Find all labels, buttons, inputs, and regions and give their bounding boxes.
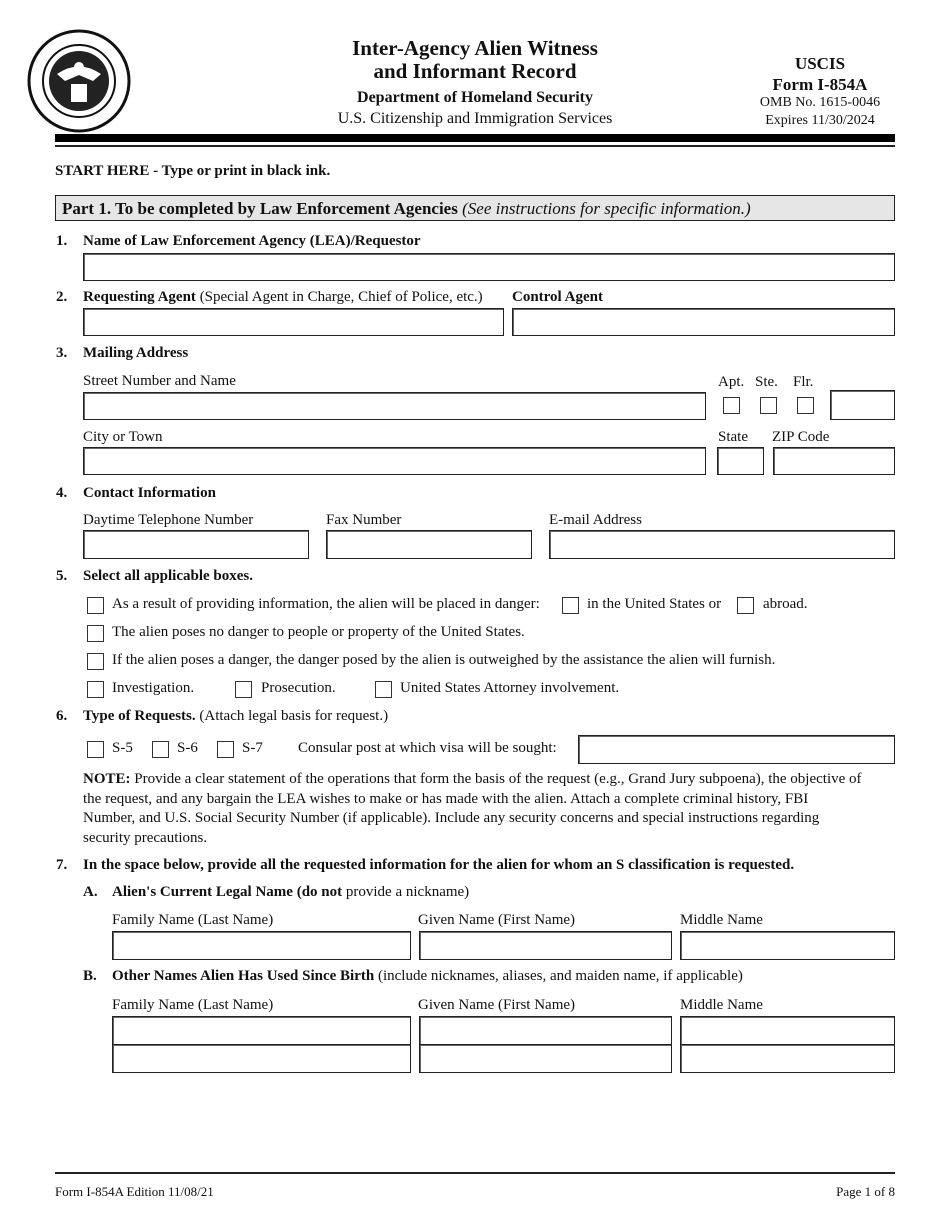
q1-number: 1. [56,233,68,249]
q7a-rest: provide a nickname) [342,884,470,900]
given-name-input[interactable] [419,931,672,960]
dhs-seal-icon [27,29,131,133]
q6-label [83,708,388,725]
s5-label: S-5 [112,740,133,756]
q6-label-rest: (Attach legal basis for request.) [195,708,389,724]
other-middle-name-input-2[interactable] [680,1044,895,1073]
other-family-name-input-2[interactable] [112,1044,411,1073]
danger-label: As a result of providing information, the alien will be placed in danger: [112,596,540,612]
department: Department of Homeland Security [357,89,593,106]
requesting-agent-input[interactable] [83,308,504,336]
us-attorney-checkbox[interactable] [375,681,392,698]
prosecution-label: Prosecution. [261,680,336,696]
middle-name-label: Middle Name [680,912,763,928]
q5-number: 5. [56,568,68,584]
control-agent-input[interactable] [512,308,895,336]
lea-name-input[interactable] [83,253,895,281]
control-agent-label: Control Agent [512,289,603,305]
s6-label: S-6 [177,740,198,756]
flr-label: Flr. [793,374,814,390]
fax-label: Fax Number [326,512,402,528]
q7a-bold: Alien's Current Legal Name ( [112,884,302,900]
q7b-bold: Other Names Alien Has Used Since Birth [112,968,375,984]
start-here: START HERE - Type or print in black ink. [55,163,331,179]
investigation-checkbox[interactable] [87,681,104,698]
consular-input[interactable] [578,735,895,764]
q2-label [83,289,483,306]
street-label: Street Number and Name [83,373,236,389]
agency: U.S. Citizenship and Immigration Services [337,110,613,127]
q6-label-bold: Type of Requests. [83,708,196,724]
q4-label: Contact Information [83,485,216,501]
zip-label: ZIP Code [772,429,830,445]
us-attorney-label: United States Attorney involvement. [400,680,620,696]
note-line: Provide a clear statement of the operations that form the basis of the request (e.g., Grand Jury subpoena), the objective of [130,771,862,787]
consular-label: Consular post at which visa will be sought: [298,740,557,756]
q1-label: Name of Law Enforcement Agency (LEA)/Requestor [83,233,421,249]
footer-rule [55,1172,895,1174]
state-select[interactable] [717,447,764,475]
q7b-letter: B. [83,968,97,984]
s5-checkbox[interactable] [87,741,104,758]
street-input[interactable] [83,392,706,420]
s6-checkbox[interactable] [152,741,169,758]
footer-page-number: Page 1 of 8 [836,1184,895,1199]
danger-checkbox[interactable] [87,597,104,614]
family-name-input[interactable] [112,931,411,960]
title-line-2: and Informant Record [373,59,577,83]
fax-input[interactable] [326,530,532,559]
other-given-name-label: Given Name (First Name) [418,997,576,1013]
header-rule-thin [55,145,895,147]
note-line: the request, and any bargain the LEA wishes to make or has made with the alien. Attach a complete criminal history, FBI [83,790,809,807]
state-label: State [718,429,748,445]
part1-title: Part 1. To be completed by Law Enforcement Agencies [62,199,458,218]
q7b-rest: (include nicknames, aliases, and maiden name, if applicable) [374,968,743,984]
q7a-bold-do-not: do not [301,884,343,900]
q7-number: 7. [56,857,68,873]
no-danger-checkbox[interactable] [87,625,104,642]
form-number: Form I-854A [772,75,868,94]
other-family-name-label: Family Name (Last Name) [112,997,274,1013]
q5-label: Select all applicable boxes. [83,568,253,584]
agency-short: USCIS [794,54,846,73]
danger-abroad-label: abroad. [763,596,808,612]
danger-us-checkbox[interactable] [562,597,579,614]
email-input[interactable] [549,530,895,559]
q7a-label [112,884,469,901]
form-title [275,37,675,83]
s7-checkbox[interactable] [217,741,234,758]
note-paragraph [83,770,862,848]
middle-name-input[interactable] [680,931,895,960]
q3-label: Mailing Address [83,345,189,361]
other-middle-name-label: Middle Name [680,997,763,1013]
investigation-label: Investigation. [112,680,195,696]
q2-label-rest: (Special Agent in Charge, Chief of Police, etc.) [195,289,483,305]
outweighed-label: If the alien poses a danger, the danger posed by the alien is outweighed by the assistance the alien will furnish. [112,652,776,668]
other-given-name-input-1[interactable] [419,1016,672,1045]
phone-input[interactable] [83,530,309,559]
other-middle-name-input-1[interactable] [680,1016,895,1045]
part1-header [55,195,895,221]
q7b-label [112,968,743,985]
s7-label: S-7 [242,740,263,756]
note-label: NOTE: [83,771,131,787]
expiration: Expires 11/30/2024 [765,113,875,128]
unit-number-input[interactable] [830,390,895,420]
danger-abroad-checkbox[interactable] [737,597,754,614]
prosecution-checkbox[interactable] [235,681,252,698]
apt-checkbox[interactable] [723,397,740,414]
outweighed-checkbox[interactable] [87,653,104,670]
flr-checkbox[interactable] [797,397,814,414]
q7-label: In the space below, provide all the requested information for the alien for whom an S classification is requested. [83,857,795,873]
q2-label-bold: Requesting Agent [83,289,196,305]
q6-number: 6. [56,708,68,724]
footer-edition: Form I-854A Edition 11/08/21 [55,1184,214,1199]
title-line-1: Inter-Agency Alien Witness [352,36,598,60]
no-danger-label: The alien poses no danger to people or property of the United States. [112,624,525,640]
danger-us-label: in the United States or [587,596,722,612]
note-line: Number, and U.S. Social Security Number (if applicable). Include any security concerns and special instructions regarding [83,810,820,826]
given-name-label: Given Name (First Name) [418,912,576,928]
zip-input[interactable] [773,447,895,475]
part1-note: (See instructions for specific information.) [457,199,751,218]
family-name-label: Family Name (Last Name) [112,912,274,928]
q4-number: 4. [56,485,68,501]
ste-label: Ste. [755,374,778,390]
note-line: security precautions. [83,829,208,846]
omb-number: OMB No. 1615-0046 [759,95,881,110]
city-label: City or Town [83,429,163,445]
city-input[interactable] [83,447,706,475]
q2-number: 2. [56,289,68,305]
email-label: E-mail Address [549,512,642,528]
ste-checkbox[interactable] [760,397,777,414]
other-given-name-input-2[interactable] [419,1044,672,1073]
other-family-name-input-1[interactable] [112,1016,411,1045]
apt-label: Apt. [718,374,745,390]
q7a-letter: A. [83,884,98,900]
phone-label: Daytime Telephone Number [83,512,254,528]
q3-number: 3. [56,345,68,361]
header-rule [55,134,895,142]
